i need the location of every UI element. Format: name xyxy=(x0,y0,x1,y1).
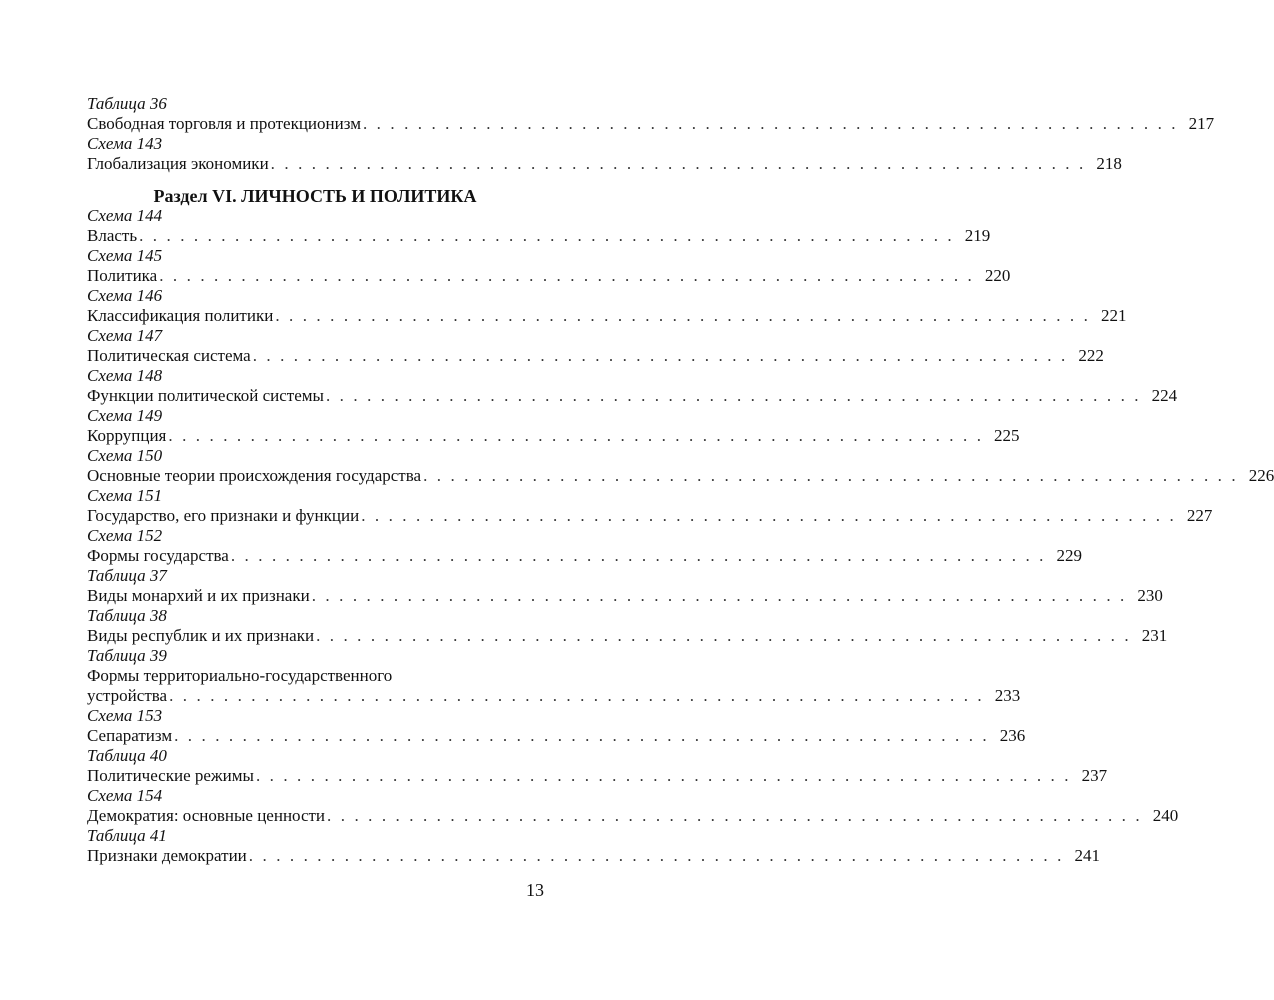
dot-leader: . . . . . . . . . . . . . . . . . . . . . . . . . . . . . . . . . . . . . . . . . . . . . . . . . . . . . . . . . . . . xyxy=(327,806,1143,825)
toc-entry-label: Схема 144 xyxy=(87,206,163,225)
toc-entry-title: Классификация политики xyxy=(87,306,274,325)
toc-entry-title: Власть xyxy=(87,226,138,245)
toc-entry-title: Виды республик и их признаки xyxy=(87,626,315,645)
toc-entry[interactable] xyxy=(87,586,1163,606)
toc-entry-title: устройства xyxy=(87,686,168,705)
toc-entry-title-line: Формы территориально-государственного xyxy=(87,666,393,685)
toc-entry-label: Схема 148 xyxy=(87,366,163,385)
toc-entry-label: Таблица 38 xyxy=(87,606,167,625)
dot-leader: . . . . . . . . . . . . . . . . . . . . . . . . . . . . . . . . . . . . . . . . . . . . . . . . . . . . . . . . . . . . xyxy=(139,226,955,245)
toc-entry-title: Политика xyxy=(87,266,158,285)
toc-entry-title: Государство, его признаки и функции xyxy=(87,506,360,525)
toc-entry-title: Политические режимы xyxy=(87,766,254,785)
toc-entry[interactable] xyxy=(87,766,1108,786)
dot-leader: . . . . . . . . . . . . . . . . . . . . . . . . . . . . . . . . . . . . . . . . . . . . . . . . . . . . . . . . . . . . xyxy=(252,346,1068,365)
toc-entry-page: 222 xyxy=(1078,346,1104,365)
toc-entry-label: Таблица 37 xyxy=(87,566,167,585)
toc-entry-page: 219 xyxy=(964,226,991,245)
toc-entry-title: Свободная торговля и протекционизм xyxy=(87,114,361,133)
toc-entry-title: Основные теории происхождения государства xyxy=(87,466,422,485)
dot-leader: . . . . . . . . . . . . . . . . . . . . . . . . . . . . . . . . . . . . . . . . . . . . . . . . . . . . . . . . . . . . xyxy=(316,626,1132,645)
toc-entry[interactable] xyxy=(87,466,1274,486)
dot-leader: . . . . . . . . . . . . . . . . . . . . . . . . . . . . . . . . . . . . . . . . . . . . . . . . . . . . . . . . . . . . xyxy=(230,546,1046,565)
toc-entry[interactable] xyxy=(87,846,1100,866)
toc-entry-page: 220 xyxy=(984,266,1011,285)
toc-entry-page: 217 xyxy=(1188,114,1215,133)
toc-entry-page: 237 xyxy=(1081,766,1108,785)
dot-leader: . . . . . . . . . . . . . . . . . . . . . . . . . . . . . . . . . . . . . . . . . . . . . . . . . . . . . . . . . . . . xyxy=(169,686,985,705)
toc-entry-page: 229 xyxy=(1056,546,1082,565)
toc-entry-label: Таблица 39 xyxy=(87,646,167,665)
dot-leader: . . . . . . . . . . . . . . . . . . . . . . . . . . . . . . . . . . . . . . . . . . . . . . . . . . . . . . . . . . . . xyxy=(275,306,1091,325)
toc-entry-page: 230 xyxy=(1137,586,1163,605)
toc-entry[interactable] xyxy=(87,426,1020,446)
toc-entry[interactable] xyxy=(87,154,1122,174)
toc-entry[interactable] xyxy=(87,114,1215,134)
toc-entry[interactable] xyxy=(87,346,1104,366)
toc-entry-page: 225 xyxy=(994,426,1020,445)
toc-entry-label: Схема 146 xyxy=(87,286,163,305)
toc-entry[interactable] xyxy=(87,626,1168,646)
dot-leader: . . . . . . . . . . . . . . . . . . . . . . . . . . . . . . . . . . . . . . . . . . . . . . . . . . . . . . . . . . . . xyxy=(361,506,1177,525)
dot-leader: . . . . . . . . . . . . . . . . . . . . . . . . . . . . . . . . . . . . . . . . . . . . . . . . . . . . . . . . . . . . xyxy=(168,426,984,445)
dot-leader: . . . . . . . . . . . . . . . . . . . . . . . . . . . . . . . . . . . . . . . . . . . . . . . . . . . . . . . . . . . . xyxy=(325,386,1142,405)
toc-entry-page: 226 xyxy=(1248,466,1274,485)
dot-leader: . . . . . . . . . . . . . . . . . . . . . . . . . . . . . . . . . . . . . . . . . . . . . . . . . . . . . . . . . . . . xyxy=(270,154,1086,173)
toc-entry-label: Таблица 36 xyxy=(87,94,167,113)
toc-entry-title: Виды монархий и их признаки xyxy=(87,586,310,605)
toc-section-entries xyxy=(87,206,1274,866)
dot-leader: . . . . . . . . . . . . . . . . . . . . . . . . . . . . . . . . . . . . . . . . . . . . . . . . . . . . . . . . . . . . xyxy=(174,726,990,745)
toc-entry-page: 240 xyxy=(1152,806,1179,825)
toc-entry-page: 236 xyxy=(999,726,1026,745)
toc-entry-label: Схема 154 xyxy=(87,786,163,805)
page-number: 13 xyxy=(526,880,544,900)
toc-entry-page: 224 xyxy=(1151,386,1178,405)
toc-entry-title: Формы государства xyxy=(87,546,229,565)
toc-entry[interactable] xyxy=(87,546,1082,566)
toc-entry[interactable] xyxy=(87,806,1179,826)
section-heading: Раздел VI. ЛИЧНОСТЬ И ПОЛИТИКА xyxy=(153,186,477,206)
toc-entry-title: Сепаратизм xyxy=(87,726,173,745)
toc-entry[interactable] xyxy=(87,226,991,246)
toc-entry-title: Демократия: основные ценности xyxy=(87,806,326,825)
toc-entry-title: Функции политической системы xyxy=(87,386,324,405)
toc-entry[interactable] xyxy=(87,506,1213,526)
toc-entry-label: Таблица 41 xyxy=(87,826,167,845)
toc-entry-label: Схема 150 xyxy=(87,446,163,465)
toc-entry-label: Схема 145 xyxy=(87,246,163,265)
toc-entry-label: Схема 147 xyxy=(87,326,163,345)
toc-pre-section xyxy=(87,94,1215,174)
toc-entry-page: 218 xyxy=(1096,154,1122,173)
toc-entry[interactable] xyxy=(87,266,1011,286)
dot-leader: . . . . . . . . . . . . . . . . . . . . . . . . . . . . . . . . . . . . . . . . . . . . . . . . . . . . . . . . . . . . xyxy=(248,846,1064,865)
dot-leader: . . . . . . . . . . . . . . . . . . . . . . . . . . . . . . . . . . . . . . . . . . . . . . . . . . . . . . . . . . . . xyxy=(311,586,1127,605)
toc-entry-page: 231 xyxy=(1141,626,1168,645)
toc-entry-title: Глобализация экономики xyxy=(87,154,269,173)
toc-entry-page: 241 xyxy=(1074,846,1100,865)
toc-entry-title: Коррупция xyxy=(87,426,167,445)
toc-entry-label: Схема 153 xyxy=(87,706,163,725)
toc-entry[interactable] xyxy=(87,306,1127,326)
dot-leader: . . . . . . . . . . . . . . . . . . . . . . . . . . . . . . . . . . . . . . . . . . . . . . . . . . . . . . . . . . . . xyxy=(255,766,1072,785)
toc-entry-label: Схема 152 xyxy=(87,526,163,545)
toc-entry[interactable] xyxy=(87,686,1021,706)
toc-entry-title: Политическая система xyxy=(87,346,251,365)
toc-entry-page: 221 xyxy=(1100,306,1127,325)
toc-entry-page: 227 xyxy=(1186,506,1213,525)
toc-entry-label: Схема 149 xyxy=(87,406,163,425)
toc-entry-page: 233 xyxy=(994,686,1021,705)
dot-leader: . . . . . . . . . . . . . . . . . . . . . . . . . . . . . . . . . . . . . . . . . . . . . . . . . . . . . . . . . . . . xyxy=(423,466,1239,485)
toc-entry-label: Таблица 40 xyxy=(87,746,167,765)
toc-entry[interactable] xyxy=(87,386,1178,406)
dot-leader: . . . . . . . . . . . . . . . . . . . . . . . . . . . . . . . . . . . . . . . . . . . . . . . . . . . . . . . . . . . . xyxy=(362,114,1179,133)
toc-entry-title: Признаки демократии xyxy=(87,846,247,865)
dot-leader: . . . . . . . . . . . . . . . . . . . . . . . . . . . . . . . . . . . . . . . . . . . . . . . . . . . . . . . . . . . . xyxy=(159,266,975,285)
table-of-contents xyxy=(87,94,1274,866)
toc-entry-label: Схема 151 xyxy=(87,486,163,505)
toc-entry[interactable] xyxy=(87,726,1026,746)
toc-entry-label: Схема 143 xyxy=(87,134,163,153)
